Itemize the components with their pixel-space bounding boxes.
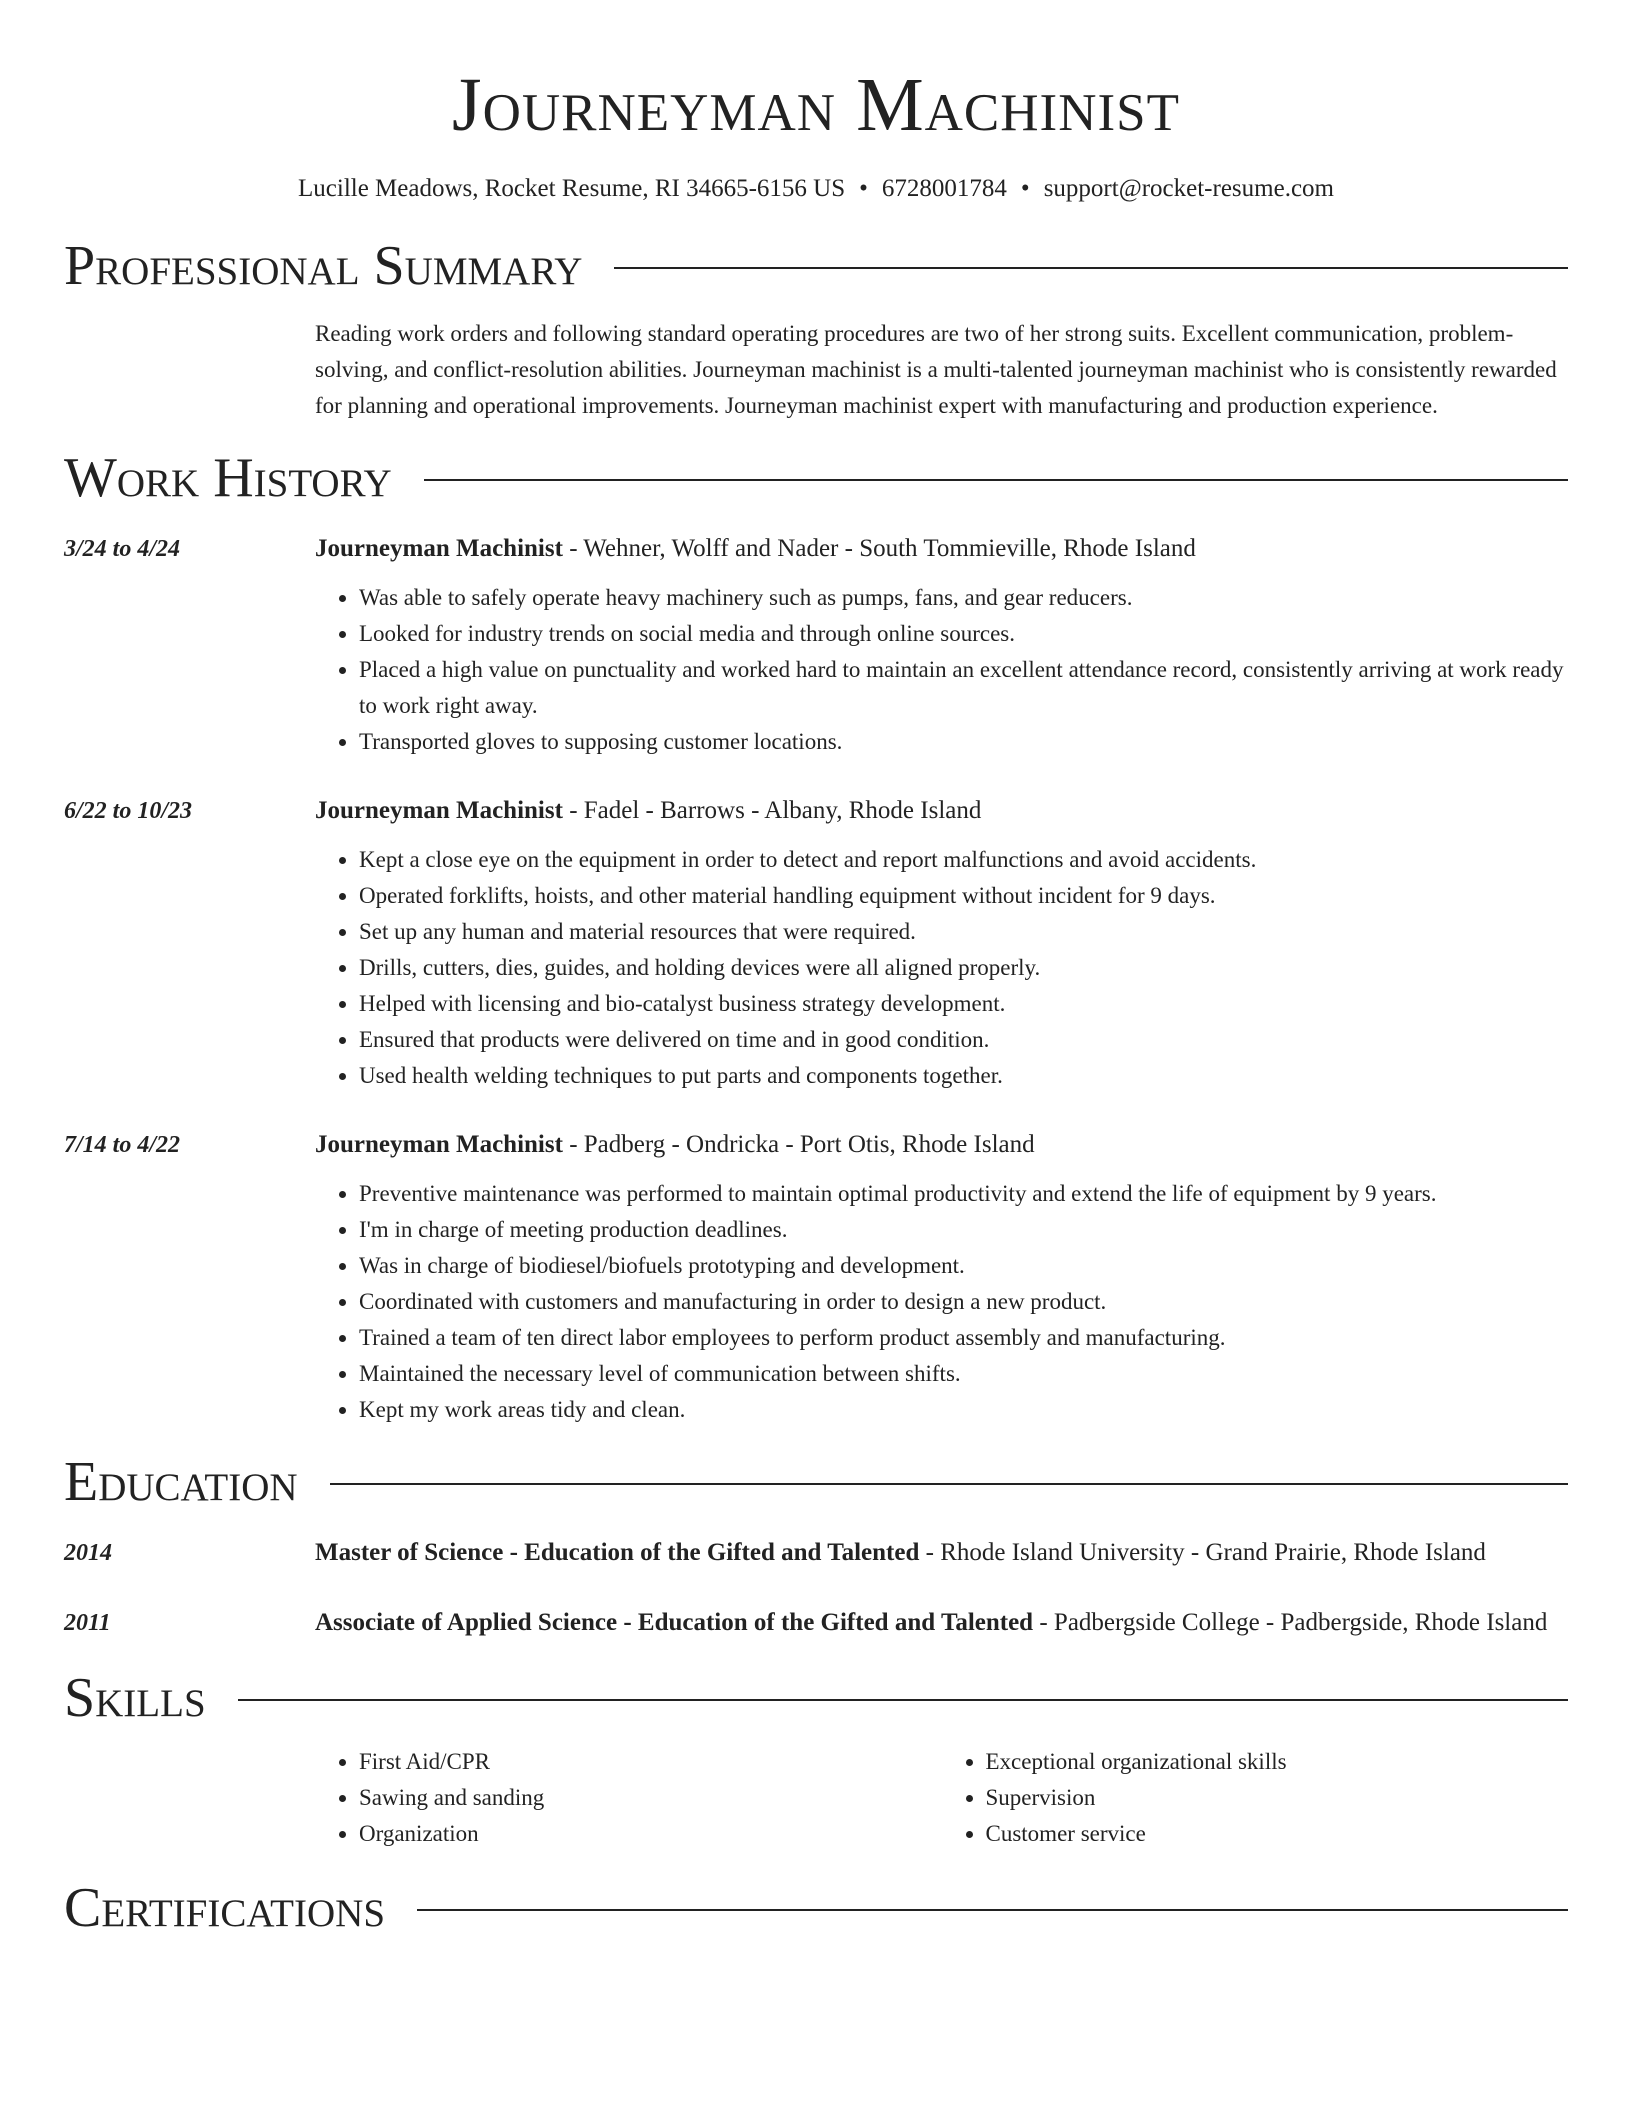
resume-page <box>64 0 1568 1942</box>
summary-text: Reading work orders and following standard operating procedures are two of her strong suits. Excellent communication, problem-solving, and conflict-resolution abilities. Journeyman machinist is a multi-talented journeyman machinist who is consistently rewarded for planning and operational improvements. Journeyman machinist expert with manufacturing and production experience. <box>315 321 1557 418</box>
section-title: Professional Summary <box>64 235 583 297</box>
education-year: 2011 <box>64 1610 111 1636</box>
section-heading-skills <box>64 1664 1568 1732</box>
contact-line <box>64 172 1568 206</box>
list-item: • Placed a high value on punctuality and worked hard to maintain an excellent attendance record, consistently arriving at work ready to work right away. <box>359 652 1568 724</box>
education-headline <box>315 1534 1568 1572</box>
contact-address: Lucille Meadows, Rocket Resume, RI 34665-6156 US <box>298 175 846 202</box>
job-title: Journeyman Machinist <box>315 1131 563 1158</box>
list-item: • Operated forklifts, hoists, and other material handling equipment without incident for 9 days. <box>359 878 1568 914</box>
job-details: - Wehner, Wolff and Nader - South Tommieville, Rhode Island <box>562 535 1196 562</box>
job-body <box>315 530 1568 760</box>
job-dates: 7/14 to 4/22 <box>64 1132 181 1158</box>
job-body <box>315 792 1568 1094</box>
list-item: • I'm in charge of meeting production deadlines. <box>359 1212 1568 1248</box>
job-bullets <box>315 1176 1568 1428</box>
section-divider <box>417 1909 1568 1911</box>
skill-item: • Customer service <box>986 1816 1569 1852</box>
list-item: • Helped with licensing and bio-catalyst business strategy development. <box>359 986 1568 1022</box>
job-title: Journeyman Machinist <box>315 797 563 824</box>
section-heading-certifications <box>64 1874 1568 1942</box>
list-item: • Maintained the necessary level of communication between shifts. <box>359 1356 1568 1392</box>
contact-separator: • <box>859 175 868 202</box>
education-body <box>315 1604 1568 1642</box>
section-divider <box>424 479 1568 481</box>
list-item: • Transported gloves to supposing customer locations. <box>359 724 1568 760</box>
job-dates: 3/24 to 4/24 <box>64 536 181 562</box>
section-title: Certifications <box>64 1877 386 1939</box>
section-title: Skills <box>64 1667 206 1729</box>
list-item: • Trained a team of ten direct labor employees to perform product assembly and manufacturing. <box>359 1320 1568 1356</box>
job-details: - Padberg - Ondricka - Port Otis, Rhode Island <box>562 1131 1035 1158</box>
education-degree: Master of Science - Education of the Gifted and Talented <box>315 1539 920 1566</box>
list-item: • Was in charge of biodiesel/biofuels prototyping and development. <box>359 1248 1568 1284</box>
section-divider <box>330 1483 1568 1485</box>
job-bullets <box>315 580 1568 760</box>
education-entry <box>64 1604 1568 1642</box>
list-item: • Preventive maintenance was performed to maintain optimal productivity and extend the life of equipment by 9 years. <box>359 1176 1568 1212</box>
contact-separator: • <box>1020 175 1030 202</box>
education-entry <box>64 1534 1568 1572</box>
skill-item: • Sawing and sanding <box>359 1780 942 1816</box>
education-degree: Associate of Applied Science - Education of the Gifted and Talented <box>315 1609 1034 1636</box>
job-entry <box>64 1126 1568 1428</box>
contact-email: support@rocket-resume.com <box>1043 175 1334 202</box>
skills-column-right <box>942 1744 1569 1852</box>
education-details: - Padbergside College - Padbergside, Rhode Island <box>1033 1609 1548 1636</box>
resume-title: Journeyman Machinist <box>452 63 1180 147</box>
work-history-list <box>64 530 1568 1428</box>
job-body <box>315 1126 1568 1428</box>
list-item: • Drills, cutters, dies, guides, and holding devices were all aligned properly. <box>359 950 1568 986</box>
list-item: • Set up any human and material resources that were required. <box>359 914 1568 950</box>
list-item: • Ensured that products were delivered on time and in good condition. <box>359 1022 1568 1058</box>
education-body <box>315 1534 1568 1572</box>
job-details: - Fadel - Barrows - Albany, Rhode Island <box>562 797 982 824</box>
skill-item: • Exceptional organizational skills <box>986 1744 1569 1780</box>
contact-phone: 6728001784 <box>881 175 1007 202</box>
job-dates: 6/22 to 10/23 <box>64 798 193 824</box>
education-details: - Rhode Island University - Grand Prairie, Rhode Island <box>919 1539 1486 1566</box>
list-item: • Coordinated with customers and manufacturing in order to design a new product. <box>359 1284 1568 1320</box>
section-heading-education <box>64 1448 1568 1516</box>
job-entry <box>64 530 1568 760</box>
list-item: • Kept a close eye on the equipment in order to detect and report malfunctions and avoid accidents. <box>359 842 1568 878</box>
skill-item: • Supervision <box>986 1780 1569 1816</box>
section-divider <box>238 1699 1568 1701</box>
skill-item: • First Aid/CPR <box>359 1744 942 1780</box>
education-headline <box>315 1604 1568 1642</box>
section-divider <box>614 267 1568 269</box>
list-item: • Looked for industry trends on social media and through online sources. <box>359 616 1568 652</box>
skills-grid <box>315 1744 1568 1852</box>
job-headline <box>315 792 1568 830</box>
list-item: • Was able to safely operate heavy machinery such as pumps, fans, and gear reducers. <box>359 580 1568 616</box>
job-entry <box>64 792 1568 1094</box>
list-item: • Used health welding techniques to put parts and components together. <box>359 1058 1568 1094</box>
section-heading-summary <box>64 232 1568 300</box>
section-title: Work History <box>64 447 392 509</box>
skills-column-left <box>315 1744 942 1852</box>
education-year: 2014 <box>64 1540 112 1566</box>
list-item: • Kept my work areas tidy and clean. <box>359 1392 1568 1428</box>
education-list <box>64 1534 1568 1642</box>
section-heading-work-history <box>64 444 1568 512</box>
job-headline <box>315 530 1568 568</box>
job-headline <box>315 1126 1568 1164</box>
skill-item: • Organization <box>359 1816 942 1852</box>
section-title: Education <box>64 1451 298 1513</box>
job-title: Journeyman Machinist <box>315 535 563 562</box>
job-bullets <box>315 842 1568 1094</box>
